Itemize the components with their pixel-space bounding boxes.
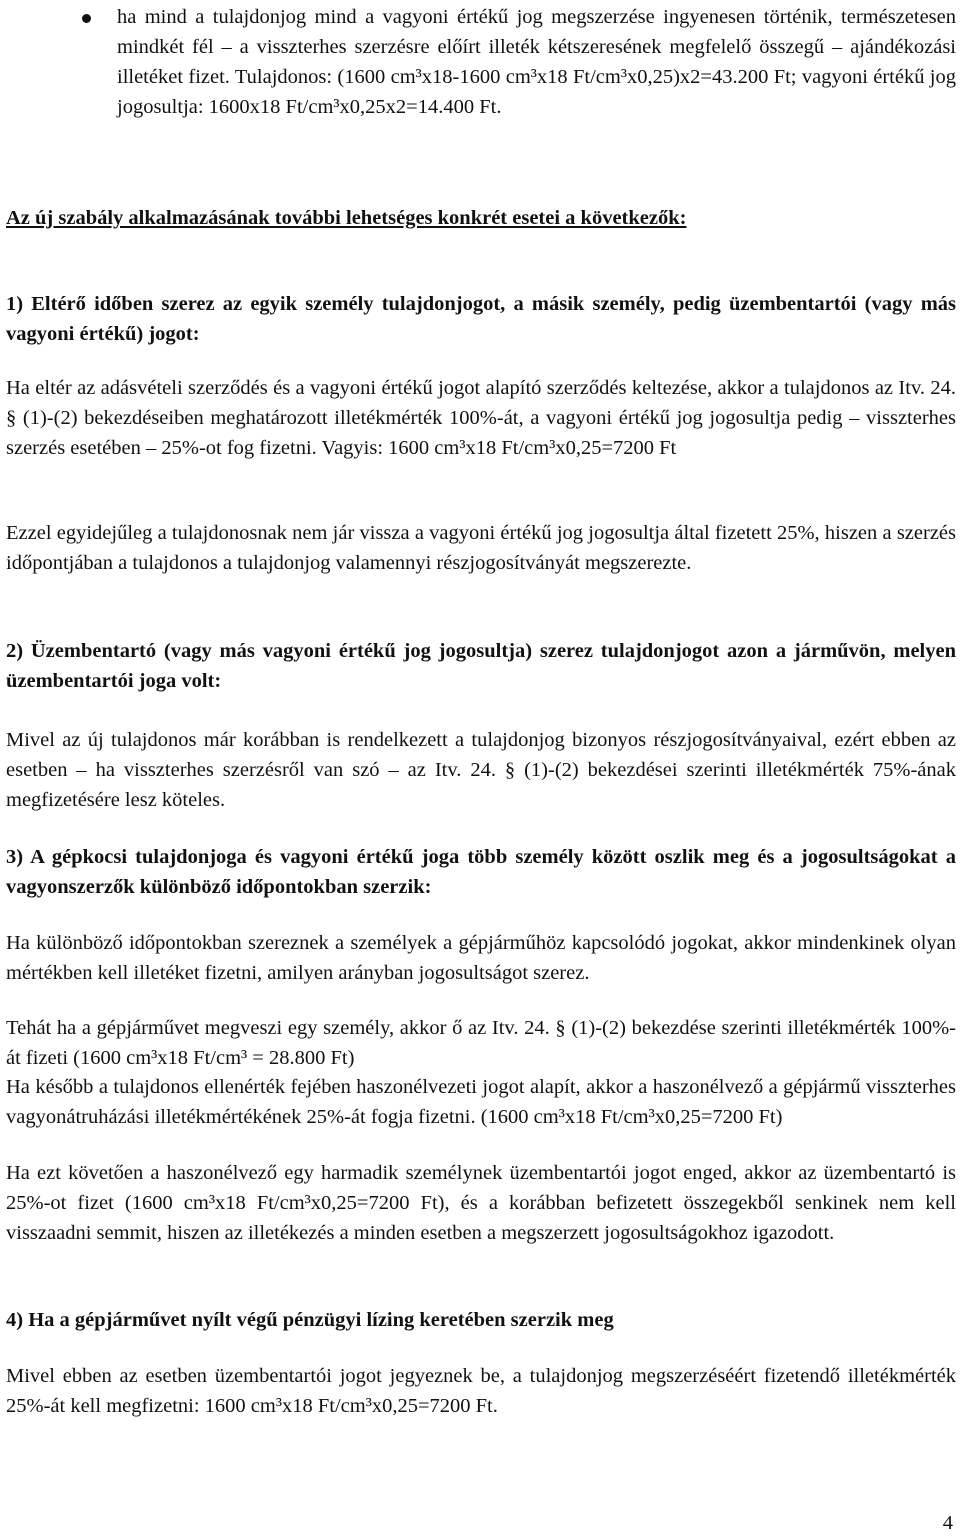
page-number: 4	[942, 1512, 953, 1534]
case2-paragraph-1: Mivel az új tulajdonos már korábban is rendelkezett a tulajdonjog bizonyos részjogosítványaival, ezért ebben az esetben – ha visszterhes szerzésről van szó – az Itv. 24. § (1)-(2) bekezdései szerinti illetékmérték 75%-ának megfizetésére lesz köteles.	[6, 729, 956, 811]
case3-paragraph-3: Ha később a tulajdonos ellenérték fejében haszonélvezeti jogot alapít, akkor a haszonélvező a gépjármű visszterhes vagyonátruházási illetékmértékének 25%-át fogja fizetni. (1600 cm³x18 Ft/cm³x0,25=7200 Ft)	[6, 1076, 956, 1128]
case3-paragraph-4: Ha ezt követően a haszonélvező egy harmadik személynek üzembentartói jogot enged, akkor az üzembentartó is 25%-ot fizet (1600 cm³x18 Ft/cm³x0,25=7200 Ft), és a korábban befizetett összegekből senkinek nem kell visszaadni semmit, hiszen az illetékezés a minden esetben a megszerzett jogosultságokhoz igazodott.	[6, 1162, 956, 1244]
intro-heading: Az új szabály alkalmazásának további lehetséges konkrét esetei a következők:	[6, 207, 687, 229]
case3-paragraph-1: Ha különböző időpontokban szereznek a személyek a gépjárműhöz kapcsolódó jogokat, akkor mindenkinek olyan mértékben kell illetéket fizetni, amilyen arányban jogosultságot szerez.	[6, 932, 956, 984]
bullet-dot-icon	[82, 14, 91, 23]
case2-heading: 2) Üzembentartó (vagy más vagyoni értékű jog jogosultja) szerez tulajdonjogot azon a járművön, melyen üzembentartói joga volt:	[6, 640, 956, 692]
case4-heading: 4) Ha a gépjárművet nyílt végű pénzügyi lízing keretében szerzik meg	[6, 1309, 614, 1331]
case1-paragraph-1: Ha eltér az adásvételi szerződés és a vagyoni értékű jogot alapító szerződés keltezése, akkor a tulajdonos az Itv. 24. § (1)-(2) bekezdéseiben meghatározott illetékmérték 100%-át, a vagyoni értékű jog jogosultja pedig – visszterhes szerzés esetében – 25%-ot fog fizetni. Vagyis: 1600 cm³x18 Ft/cm³x0,25=7200 Ft	[6, 377, 956, 459]
case4-paragraph-1: Mivel ebben az esetben üzembentartói jogot jegyeznek be, a tulajdonjog megszerzéséért fizetendő illetékmérték 25%-át kell megfizetni: 1600 cm³x18 Ft/cm³x0,25=7200 Ft.	[6, 1365, 956, 1417]
case1-paragraph-2: Ezzel egyidejűleg a tulajdonosnak nem jár vissza a vagyoni értékű jog jogosultja által fizetett 25%, hiszen a szerzés időpontjában a tulajdonos a tulajdonjog valamennyi részjogosítványát megszerezte.	[6, 522, 956, 574]
case1-heading: 1) Eltérő időben szerez az egyik személy tulajdonjogot, a másik személy, pedig üzembentartói (vagy más vagyoni értékű) jogot:	[6, 293, 956, 345]
case3-paragraph-2: Tehát ha a gépjárművet megveszi egy személy, akkor ő az Itv. 24. § (1)-(2) bekezdése szerinti illetékmérték 100%-át fizeti (1600 cm³x18 Ft/cm³ = 28.800 Ft)	[6, 1017, 956, 1069]
case3-heading: 3) A gépkocsi tulajdonjoga és vagyoni értékű joga több személy között oszlik meg és a jogosultságokat a vagyonszerzők különböző időpontokban szerzik:	[6, 846, 956, 898]
bullet-paragraph: ha mind a tulajdonjog mind a vagyoni értékű jog megszerzése ingyenesen történik, természetesen mindkét fél – a visszterhes szerzésre előírt illeték kétszeresének megfelelő összegű – ajándékozási illetéket fizet. Tulajdonos: (1600 cm³x18-1600 cm³x18 Ft/cm³x0,25)x2=43.200 Ft; vagyoni értékű jog jogosultja: 1600x18 Ft/cm³x0,25x2=14.400 Ft.	[117, 6, 956, 118]
